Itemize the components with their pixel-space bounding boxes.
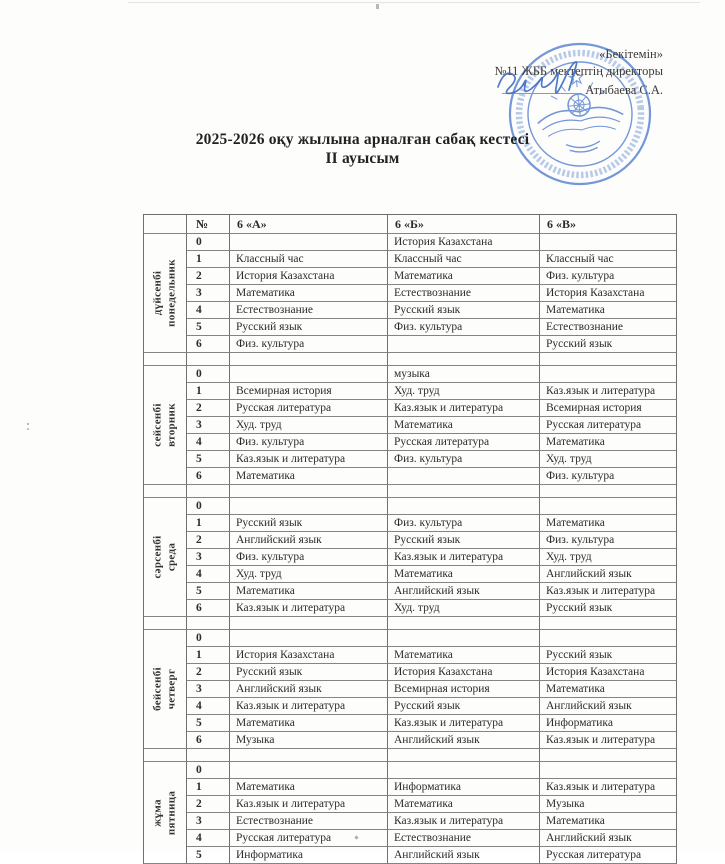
subject-cell-6a: Каз.язык и литература xyxy=(230,796,388,813)
separator-cell xyxy=(187,749,230,762)
subject-cell-6v: Русская литература xyxy=(540,417,677,434)
subject-cell-6v xyxy=(540,762,677,779)
subject-cell-6b: Математика xyxy=(388,566,540,583)
subject-cell-6a: Русский язык xyxy=(230,664,388,681)
subject-cell-6b: Английский язык xyxy=(388,847,540,864)
lesson-number-cell: 6 xyxy=(187,336,230,353)
title-line-2: ІІ ауысым xyxy=(325,150,400,167)
subject-cell-6a: Естествознание xyxy=(230,813,388,830)
subject-cell-6b: Русский язык xyxy=(388,698,540,715)
lesson-number-cell: 1 xyxy=(187,779,230,796)
subject-cell-6a: Математика xyxy=(230,715,388,732)
separator-cell xyxy=(143,353,187,366)
column-header-6a: 6 «А» xyxy=(230,215,388,234)
day-block-сәрсенбі xyxy=(143,498,677,617)
signature-underline xyxy=(502,81,582,94)
separator-row xyxy=(143,485,677,498)
document-title xyxy=(0,130,725,168)
day-name-russian: вторник xyxy=(165,403,177,447)
separator-cell xyxy=(187,617,230,630)
signature-line xyxy=(494,81,663,99)
separator-cell xyxy=(143,485,187,498)
separator-cell xyxy=(143,617,187,630)
timetable-header-row xyxy=(143,214,677,234)
lesson-number-cell: 3 xyxy=(187,285,230,302)
subject-cell-6v: Русский язык xyxy=(540,600,677,617)
subject-cell-6v: Худ. труд xyxy=(540,549,677,566)
subject-cell-6b: История Казахстана xyxy=(388,234,540,251)
subject-cell-6v: Русский язык xyxy=(540,336,677,353)
day-block-жұма xyxy=(143,762,677,864)
column-header-num: № xyxy=(187,215,230,234)
lesson-number-cell: 2 xyxy=(187,796,230,813)
subject-cell-6v: Каз.язык и литература xyxy=(540,779,677,796)
lesson-number-cell: 6 xyxy=(187,468,230,485)
lesson-number-cell: 2 xyxy=(187,268,230,285)
subject-cell-6a: Математика xyxy=(230,285,388,302)
subject-cell-6a: Русская литература xyxy=(230,400,388,417)
subject-cell-6v: Математика xyxy=(540,681,677,698)
subject-cell-6v xyxy=(540,234,677,251)
day-block-сейсенбі xyxy=(143,366,677,485)
day-label xyxy=(152,790,179,834)
subject-cell-6a: Каз.язык и литература xyxy=(230,451,388,468)
column-header-6v: 6 «В» xyxy=(540,215,677,234)
subject-cell-6a: Физ. культура xyxy=(230,336,388,353)
separator-cell xyxy=(540,617,677,630)
day-label xyxy=(152,535,179,578)
subject-cell-6b: Математика xyxy=(388,268,540,285)
lesson-number-cell: 4 xyxy=(187,830,230,847)
subject-cell-6a: Математика xyxy=(230,779,388,796)
lesson-number-cell: 2 xyxy=(187,664,230,681)
subject-cell-6a: Классный час xyxy=(230,251,388,268)
day-label-cell xyxy=(143,366,187,485)
lesson-number-cell: 3 xyxy=(187,417,230,434)
subject-cell-6b xyxy=(388,468,540,485)
day-name-russian: среда xyxy=(165,542,177,572)
separator-cell xyxy=(230,617,388,630)
lesson-number-cell: 0 xyxy=(187,498,230,515)
subject-cell-6v: Математика xyxy=(540,434,677,451)
subject-cell-6a: История Казахстана xyxy=(230,647,388,664)
subject-cell-6a: Русский язык xyxy=(230,515,388,532)
subject-cell-6b: Русский язык xyxy=(388,302,540,319)
lesson-number-cell: 6 xyxy=(187,732,230,749)
day-label-cell xyxy=(143,498,187,617)
subject-cell-6a: Физ. культура xyxy=(230,434,388,451)
separator-cell xyxy=(230,485,388,498)
subject-cell-6a xyxy=(230,498,388,515)
separator-cell xyxy=(388,353,540,366)
subject-cell-6b: Естествознание xyxy=(388,830,540,847)
subject-cell-6v xyxy=(540,498,677,515)
day-label xyxy=(152,259,179,327)
subject-cell-6v: Информатика xyxy=(540,715,677,732)
subject-cell-6v: Каз.язык и литература xyxy=(540,732,677,749)
subject-cell-6b: Естествознание xyxy=(388,285,540,302)
scan-speck xyxy=(376,4,379,9)
subject-cell-6a xyxy=(230,762,388,779)
separator-cell xyxy=(187,485,230,498)
subject-cell-6b xyxy=(388,630,540,647)
subject-cell-6v: Математика xyxy=(540,813,677,830)
lesson-number-cell: 4 xyxy=(187,566,230,583)
subject-cell-6b: Русская литература xyxy=(388,434,540,451)
subject-cell-6b: Каз.язык и литература xyxy=(388,400,540,417)
lesson-number-cell: 5 xyxy=(187,451,230,468)
subject-cell-6a: Информатика xyxy=(230,847,388,864)
subject-cell-6a: Русский язык xyxy=(230,319,388,336)
subject-cell-6a: Всемирная история xyxy=(230,383,388,400)
lesson-number-cell: 5 xyxy=(187,319,230,336)
subject-cell-6b: Физ. культура xyxy=(388,451,540,468)
lesson-number-cell: 6 xyxy=(187,600,230,617)
subject-cell-6b: Каз.язык и литература xyxy=(388,715,540,732)
day-label-cell xyxy=(143,762,187,864)
separator-cell xyxy=(540,485,677,498)
separator-row xyxy=(143,353,677,366)
lesson-number-cell: 3 xyxy=(187,681,230,698)
subject-cell-6v: Английский язык xyxy=(540,698,677,715)
subject-cell-6b: Английский язык xyxy=(388,583,540,600)
subject-cell-6v: Английский язык xyxy=(540,830,677,847)
subject-cell-6b: Русский язык xyxy=(388,532,540,549)
subject-cell-6v: Физ. культура xyxy=(540,268,677,285)
lesson-number-cell: 0 xyxy=(187,630,230,647)
subject-cell-6a: Худ. труд xyxy=(230,417,388,434)
day-name-russian: четверг xyxy=(165,668,177,710)
subject-cell-6v: Физ. культура xyxy=(540,468,677,485)
subject-cell-6a xyxy=(230,234,388,251)
subject-cell-6b xyxy=(388,336,540,353)
subject-cell-6v: Физ. культура xyxy=(540,532,677,549)
separator-cell xyxy=(230,353,388,366)
separator-cell xyxy=(388,617,540,630)
lesson-number-cell: 3 xyxy=(187,813,230,830)
lesson-number-cell: 1 xyxy=(187,515,230,532)
subject-cell-6a: Каз.язык и литература xyxy=(230,698,388,715)
subject-cell-6v: История Казахстана xyxy=(540,285,677,302)
lesson-number-cell: 4 xyxy=(187,434,230,451)
subject-cell-6v: Русский язык xyxy=(540,647,677,664)
day-name-kazakh: бейсенбі xyxy=(151,667,164,711)
approval-word: «Бекітемін» xyxy=(599,47,663,61)
lesson-number-cell: 4 xyxy=(187,302,230,319)
subject-cell-6b: Математика xyxy=(388,417,540,434)
subject-cell-6b xyxy=(388,762,540,779)
lesson-number-cell: 0 xyxy=(187,762,230,779)
scan-artifact-line xyxy=(128,2,700,3)
subject-cell-6v: Естествознание xyxy=(540,319,677,336)
separator-cell xyxy=(388,749,540,762)
signature-icon xyxy=(490,63,602,99)
subject-cell-6v xyxy=(540,366,677,383)
timetable xyxy=(143,214,677,864)
separator-cell xyxy=(540,353,677,366)
lesson-number-cell: 5 xyxy=(187,715,230,732)
separator-cell xyxy=(388,485,540,498)
separator-cell xyxy=(540,749,677,762)
subject-cell-6a: Худ. труд xyxy=(230,566,388,583)
column-header-6b: 6 «Б» xyxy=(388,215,540,234)
day-name-russian: понедельник xyxy=(165,259,177,327)
subject-cell-6v: Музыка xyxy=(540,796,677,813)
subject-cell-6b: музыка xyxy=(388,366,540,383)
subject-cell-6v: Худ. труд xyxy=(540,451,677,468)
subject-cell-6v: Английский язык xyxy=(540,566,677,583)
day-name-kazakh: сейсенбі xyxy=(151,403,164,447)
day-label xyxy=(152,667,179,711)
subject-cell-6v: История Казахстана xyxy=(540,664,677,681)
subject-cell-6v: Математика xyxy=(540,302,677,319)
subject-cell-6b: Всемирная история xyxy=(388,681,540,698)
subject-cell-6a: Английский язык xyxy=(230,681,388,698)
lesson-number-cell: 5 xyxy=(187,847,230,864)
subject-cell-6v: Классный час xyxy=(540,251,677,268)
lesson-number-cell: 4 xyxy=(187,698,230,715)
subject-cell-6b: Классный час xyxy=(388,251,540,268)
lesson-number-cell: 2 xyxy=(187,400,230,417)
subject-cell-6v xyxy=(540,630,677,647)
subject-cell-6b: История Казахстана xyxy=(388,664,540,681)
subject-cell-6b: Физ. культура xyxy=(388,515,540,532)
lesson-number-cell: 2 xyxy=(187,532,230,549)
day-name-kazakh: сәрсенбі xyxy=(151,535,164,579)
subject-cell-6a: Математика xyxy=(230,468,388,485)
subject-cell-6a xyxy=(230,630,388,647)
lesson-number-cell: 1 xyxy=(187,383,230,400)
subject-cell-6v: Всемирная история xyxy=(540,400,677,417)
subject-cell-6a: История Казахстана xyxy=(230,268,388,285)
subject-cell-6a xyxy=(230,366,388,383)
separator-cell xyxy=(230,749,388,762)
subject-cell-6b: Худ. труд xyxy=(388,600,540,617)
director-title-line: №11 ЖББ мектептің директоры xyxy=(494,64,663,78)
subject-cell-6v: Каз.язык и литература xyxy=(540,383,677,400)
subject-cell-6v: Каз.язык и литература xyxy=(540,583,677,600)
lesson-number-cell: 0 xyxy=(187,366,230,383)
day-name-kazakh: дүйсенбі xyxy=(151,270,164,316)
separator-row xyxy=(143,617,677,630)
subject-cell-6a: Музыка xyxy=(230,732,388,749)
subject-cell-6a: Физ. культура xyxy=(230,549,388,566)
day-block-бейсенбі xyxy=(143,630,677,749)
day-name-kazakh: жұма xyxy=(151,798,164,827)
day-label xyxy=(152,403,179,447)
lesson-number-cell: 3 xyxy=(187,549,230,566)
lesson-number-cell: 0 xyxy=(187,234,230,251)
subject-cell-6a: Математика xyxy=(230,583,388,600)
subject-cell-6b xyxy=(388,498,540,515)
separator-cell xyxy=(143,749,187,762)
subject-cell-6b: Математика xyxy=(388,647,540,664)
day-block-дүйсенбі xyxy=(143,234,677,353)
subject-cell-6b: Информатика xyxy=(388,779,540,796)
day-name-russian: пятница xyxy=(165,790,177,835)
subject-cell-6v: Русская литература xyxy=(540,847,677,864)
subject-cell-6a: Английский язык xyxy=(230,532,388,549)
subject-cell-6a: Естествознание xyxy=(230,302,388,319)
title-line-1: 2025-2026 оқу жылына арналған сабақ кестесі xyxy=(195,131,530,148)
subject-cell-6b: Физ. культура xyxy=(388,319,540,336)
subject-cell-6a: Каз.язык и литература xyxy=(230,600,388,617)
header-day-corner-cell xyxy=(143,215,187,234)
subject-cell-6b: Математика xyxy=(388,796,540,813)
day-label-cell xyxy=(143,630,187,749)
lesson-number-cell: 5 xyxy=(187,583,230,600)
subject-cell-6v: Математика xyxy=(540,515,677,532)
day-label-cell xyxy=(143,234,187,353)
subject-cell-6b: Английский язык xyxy=(388,732,540,749)
subject-cell-6b: Худ. труд xyxy=(388,383,540,400)
separator-cell xyxy=(187,353,230,366)
lesson-number-cell: 1 xyxy=(187,251,230,268)
lesson-number-cell: 1 xyxy=(187,647,230,664)
subject-cell-6b: Каз.язык и литература xyxy=(388,549,540,566)
separator-row xyxy=(143,749,677,762)
subject-cell-6a: Русская литература xyxy=(230,830,388,847)
scan-speck xyxy=(27,423,29,425)
director-name: Атыбаева С.А. xyxy=(585,83,663,97)
subject-cell-6b: Каз.язык и литература xyxy=(388,813,540,830)
approval-block xyxy=(494,46,663,99)
